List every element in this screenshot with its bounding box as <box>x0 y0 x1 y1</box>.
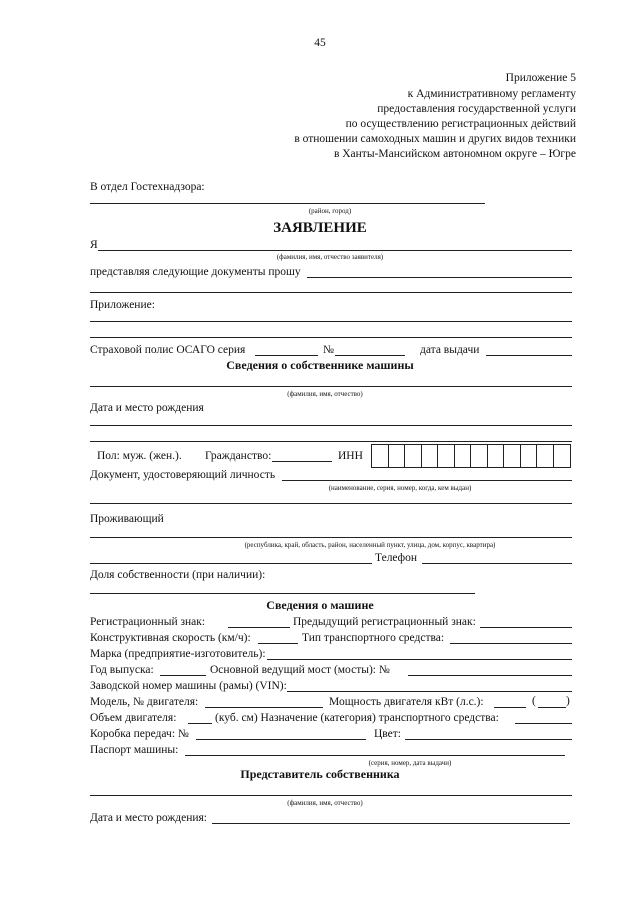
model-engine-field[interactable] <box>205 707 323 708</box>
applicant-prefix: Я <box>90 239 98 251</box>
docs-field[interactable] <box>307 277 572 278</box>
color-label: Цвет: <box>374 728 401 740</box>
volume-unit-label: (куб. см) Назначение (категория) транспортного средства: <box>215 712 499 724</box>
vehicle-type-label: Тип транспортного средства: <box>302 632 445 644</box>
id-doc-field-2[interactable] <box>90 503 572 504</box>
machine-heading: Сведения о машине <box>266 598 374 612</box>
id-doc-hint: (наименование, серия, номер, когда, кем выдан) <box>328 484 472 492</box>
inn-label: ИНН <box>338 450 363 462</box>
owner-birth-field-1[interactable] <box>90 425 572 426</box>
prev-reg-sign-field[interactable] <box>480 627 572 628</box>
docs-label: представляя следующие документы прошу <box>90 266 301 278</box>
brand-field[interactable] <box>267 659 572 660</box>
dept-hint: (район, город) <box>308 207 352 215</box>
vin-label: Заводской номер машины (рамы) (VIN): <box>90 680 287 692</box>
passport-field[interactable] <box>185 755 565 756</box>
header-line-4: по осуществлению регистрационных действий <box>345 118 576 130</box>
vin-field[interactable] <box>287 691 572 692</box>
attachment-field-1[interactable] <box>90 321 572 322</box>
header-line-6: в Ханты-Мансийском автономном округе – Югре <box>333 148 576 160</box>
residence-field-2[interactable] <box>90 563 372 564</box>
header-line-5: в отношении самоходных машин и других видов техники <box>294 133 576 145</box>
axle-field[interactable] <box>408 675 572 676</box>
appendix-title: Приложение 5 <box>505 72 576 84</box>
citizenship-field[interactable] <box>272 461 332 462</box>
speed-field[interactable] <box>258 643 298 644</box>
inn-cells[interactable] <box>371 444 571 468</box>
id-doc-label: Документ, удостоверяющий личность <box>90 469 276 481</box>
address-hint: (республика, край, область, район, населенный пункт, улица, дом, корпус, квартира) <box>244 541 496 549</box>
passport-hint: (серия, номер, дата выдачи) <box>368 759 452 767</box>
owner-heading: Сведения о собственнике машины <box>226 358 414 372</box>
phone-field[interactable] <box>422 563 572 564</box>
representative-heading: Представитель собственника <box>240 767 400 781</box>
residence-label: Проживающий <box>90 513 164 525</box>
vehicle-type-field[interactable] <box>450 643 572 644</box>
power-kw-field[interactable] <box>494 707 526 708</box>
document-title: ЗАЯВЛЕНИЕ <box>273 220 367 236</box>
residence-field[interactable] <box>90 537 572 538</box>
owner-name-field[interactable] <box>90 386 572 387</box>
volume-label: Объем двигателя: <box>90 712 177 724</box>
osago-date-label: дата выдачи <box>420 344 480 356</box>
volume-field[interactable] <box>188 723 212 724</box>
osago-number-label: № <box>323 344 334 356</box>
passport-label: Паспорт машины: <box>90 744 179 756</box>
owner-birth-label: Дата и место рождения <box>90 402 204 414</box>
dept-field[interactable] <box>90 203 485 204</box>
dept-label: В отдел Гостехнадзора: <box>90 181 205 193</box>
sex-label: Пол: муж. (жен.). <box>97 450 182 462</box>
representative-name-hint: (фамилия, имя, отчество) <box>287 799 363 807</box>
gearbox-label: Коробка передач: № <box>90 728 189 740</box>
representative-birth-label: Дата и место рождения: <box>90 812 208 824</box>
power-hp-open: ( <box>532 695 536 707</box>
year-field[interactable] <box>160 675 206 676</box>
power-hp-field[interactable] <box>538 707 566 708</box>
id-doc-field[interactable] <box>282 480 572 481</box>
page-number: 45 <box>314 37 326 49</box>
year-label: Год выпуска: <box>90 664 154 676</box>
share-label: Доля собственности (при наличии): <box>90 569 266 581</box>
share-field[interactable] <box>90 593 475 594</box>
osago-label: Страховой полис ОСАГО серия <box>90 344 246 356</box>
header-line-2: к Административному регламенту <box>407 88 576 100</box>
brand-label: Марка (предприятие-изготовитель): <box>90 648 266 660</box>
axle-label: Основной ведущий мост (мосты): № <box>210 664 390 676</box>
owner-name-hint: (фамилия, имя, отчество) <box>287 390 363 398</box>
citizenship-label: Гражданство: <box>205 450 272 462</box>
docs-field-2[interactable] <box>90 292 572 293</box>
owner-birth-field-2[interactable] <box>90 441 572 442</box>
header-line-3: предоставления государственной услуги <box>377 103 576 115</box>
model-engine-label: Модель, № двигателя: <box>90 696 199 708</box>
osago-series-field[interactable] <box>255 355 318 356</box>
prev-reg-sign-label: Предыдущий регистрационный знак: <box>293 616 476 628</box>
attachment-field-2[interactable] <box>90 337 572 338</box>
representative-birth-field[interactable] <box>212 823 570 824</box>
applicant-name-field[interactable] <box>98 250 572 251</box>
reg-sign-field[interactable] <box>228 627 290 628</box>
representative-name-field[interactable] <box>90 795 572 796</box>
osago-date-field[interactable] <box>486 355 572 356</box>
color-field[interactable] <box>405 739 572 740</box>
speed-label: Конструктивная скорость (км/ч): <box>90 632 251 644</box>
osago-number-field[interactable] <box>335 355 405 356</box>
category-field[interactable] <box>515 723 572 724</box>
attachment-label: Приложение: <box>90 299 155 311</box>
reg-sign-label: Регистрационный знак: <box>90 616 206 628</box>
phone-label: Телефон <box>375 552 418 564</box>
power-hp-close: ) <box>566 695 570 707</box>
applicant-name-hint: (фамилия, имя, отчество заявителя) <box>276 253 384 261</box>
gearbox-field[interactable] <box>196 739 366 740</box>
power-label: Мощность двигателя кВт (л.с.): <box>329 696 484 708</box>
